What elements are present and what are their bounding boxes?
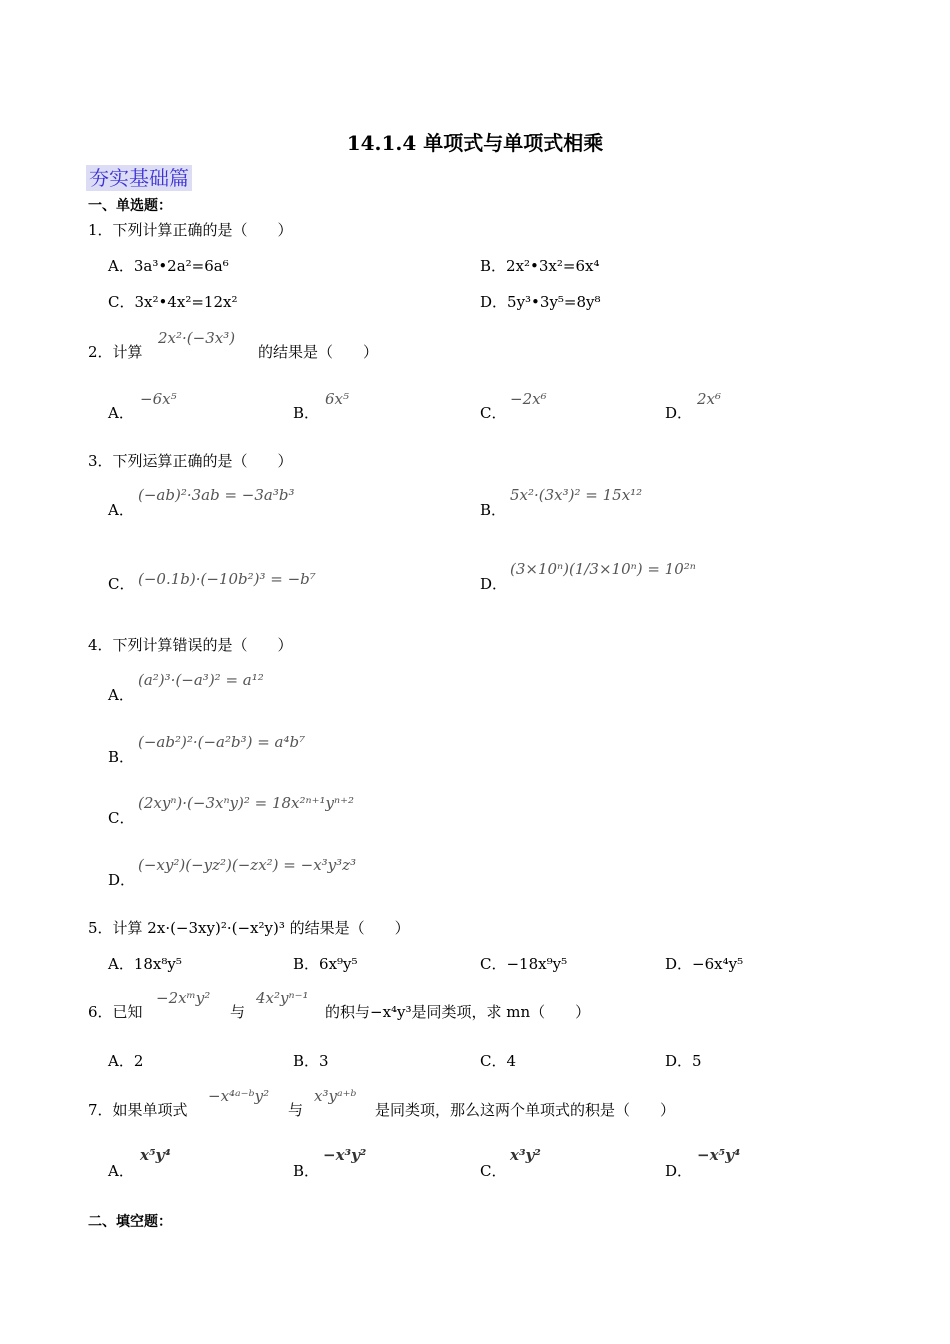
question-3-option-a: (−ab)²·3ab = −3a³b³	[138, 486, 295, 504]
question-4-option-d: (−xy²)(−yz²)(−zx²) = −x³y³z³	[138, 856, 357, 874]
question-6-stem-post: 的积与−x⁴y³是同类项，求 mn（ ）	[325, 1003, 591, 1021]
question-7-label-b: B．	[293, 1162, 320, 1180]
question-2-option-a: −6x⁵	[140, 390, 177, 408]
question-7-option-b: −x³y²	[323, 1146, 367, 1164]
question-7-label-c: C．	[480, 1162, 507, 1180]
question-4-stem: 4．下列计算错误的是（ ）	[88, 636, 293, 654]
question-3-option-d: (3×10ⁿ)(1/3×10ⁿ) = 10²ⁿ	[510, 560, 696, 578]
part1-heading: 一、单选题：	[88, 198, 172, 214]
question-5-option-d: D．−6x⁴y⁵	[665, 955, 744, 973]
question-6-stem-pre: 6．已知	[88, 1003, 143, 1021]
question-1-option-b: B．2x²•3x²=6x⁴	[480, 257, 600, 275]
question-6-expression-1: −2xᵐy²	[156, 989, 211, 1007]
question-7-label-d: D．	[665, 1162, 693, 1180]
question-4-label-a: A．	[108, 686, 134, 704]
question-7-option-d: −x⁵y⁴	[697, 1146, 741, 1164]
page-title: 14.1.4 单项式与单项式相乘	[346, 131, 604, 155]
question-6-mid: 与	[230, 1003, 246, 1021]
question-4-option-c: (2xyⁿ)·(−3xⁿy)² = 18x²ⁿ⁺¹yⁿ⁺²	[138, 794, 355, 812]
question-3-stem: 3．下列运算正确的是（ ）	[88, 452, 293, 470]
question-1-option-a: A．3a³•2a²=6a⁶	[108, 257, 229, 275]
question-5-option-b: B．6x⁹y⁵	[293, 955, 358, 973]
question-3-label-d: D．	[480, 575, 508, 593]
question-7-option-a: x⁵y⁴	[140, 1146, 171, 1164]
question-2-option-b: 6x⁵	[325, 390, 350, 408]
question-4-label-d: D．	[108, 871, 136, 889]
question-6-expression-2: 4x²yⁿ⁻¹	[256, 989, 309, 1007]
question-3-label-b: B．	[480, 501, 507, 519]
question-1-option-c: C．3x²•4x²=12x²	[108, 293, 238, 311]
question-2-stem-post: 的结果是（ ）	[258, 343, 379, 361]
question-4-label-b: B．	[108, 748, 135, 766]
question-2-stem-pre: 2．计算	[88, 343, 143, 361]
question-7-expression-2: x³yᵃ⁺ᵇ	[314, 1087, 357, 1105]
question-2-expression: 2x²·(−3x³)	[158, 329, 236, 347]
question-6-option-a: A．2	[108, 1052, 144, 1070]
question-1-stem: 1．下列计算正确的是（ ）	[88, 221, 293, 239]
question-4-option-b: (−ab²)²·(−a²b³) = a⁴b⁷	[138, 733, 306, 751]
part2-heading: 二、填空题：	[88, 1214, 172, 1230]
question-3-label-a: A．	[108, 501, 134, 519]
question-7-mid: 与	[288, 1101, 304, 1119]
question-7-stem-post: 是同类项，那么这两个单项式的积是（ ）	[375, 1101, 676, 1119]
question-7-label-a: A．	[108, 1162, 134, 1180]
question-6-option-c: C．4	[480, 1052, 517, 1070]
question-2-label-b: B．	[293, 404, 320, 422]
question-2-label-a: A．	[108, 404, 134, 422]
question-2-label-c: C．	[480, 404, 507, 422]
question-3-option-b: 5x²·(3x³)² = 15x¹²	[510, 486, 643, 504]
question-2-option-c: −2x⁶	[510, 390, 547, 408]
question-2-label-d: D．	[665, 404, 693, 422]
question-5-option-a: A．18x⁸y⁵	[108, 955, 182, 973]
question-6-option-b: B．3	[293, 1052, 329, 1070]
question-7-expression-1: −x⁴ᵃ⁻ᵇy²	[208, 1087, 270, 1105]
question-3-label-c: C．	[108, 575, 135, 593]
question-5-stem: 5．计算 2x·(−3xy)²·(−x²y)³ 的结果是（ ）	[88, 919, 410, 937]
question-4-label-c: C．	[108, 809, 135, 827]
question-6-option-d: D．5	[665, 1052, 702, 1070]
question-1-option-d: D．5y³•3y⁵=8y⁸	[480, 293, 601, 311]
question-4-option-a: (a²)³·(−a³)² = a¹²	[138, 671, 264, 689]
section-label: 夯实基础篇	[86, 165, 192, 191]
question-5-option-c: C．−18x⁹y⁵	[480, 955, 568, 973]
question-7-option-c: x³y²	[510, 1146, 541, 1164]
question-3-option-c: (−0.1b)·(−10b²)³ = −b⁷	[138, 570, 316, 588]
question-7-stem-pre: 7．如果单项式	[88, 1101, 188, 1119]
question-2-option-d: 2x⁶	[697, 390, 722, 408]
